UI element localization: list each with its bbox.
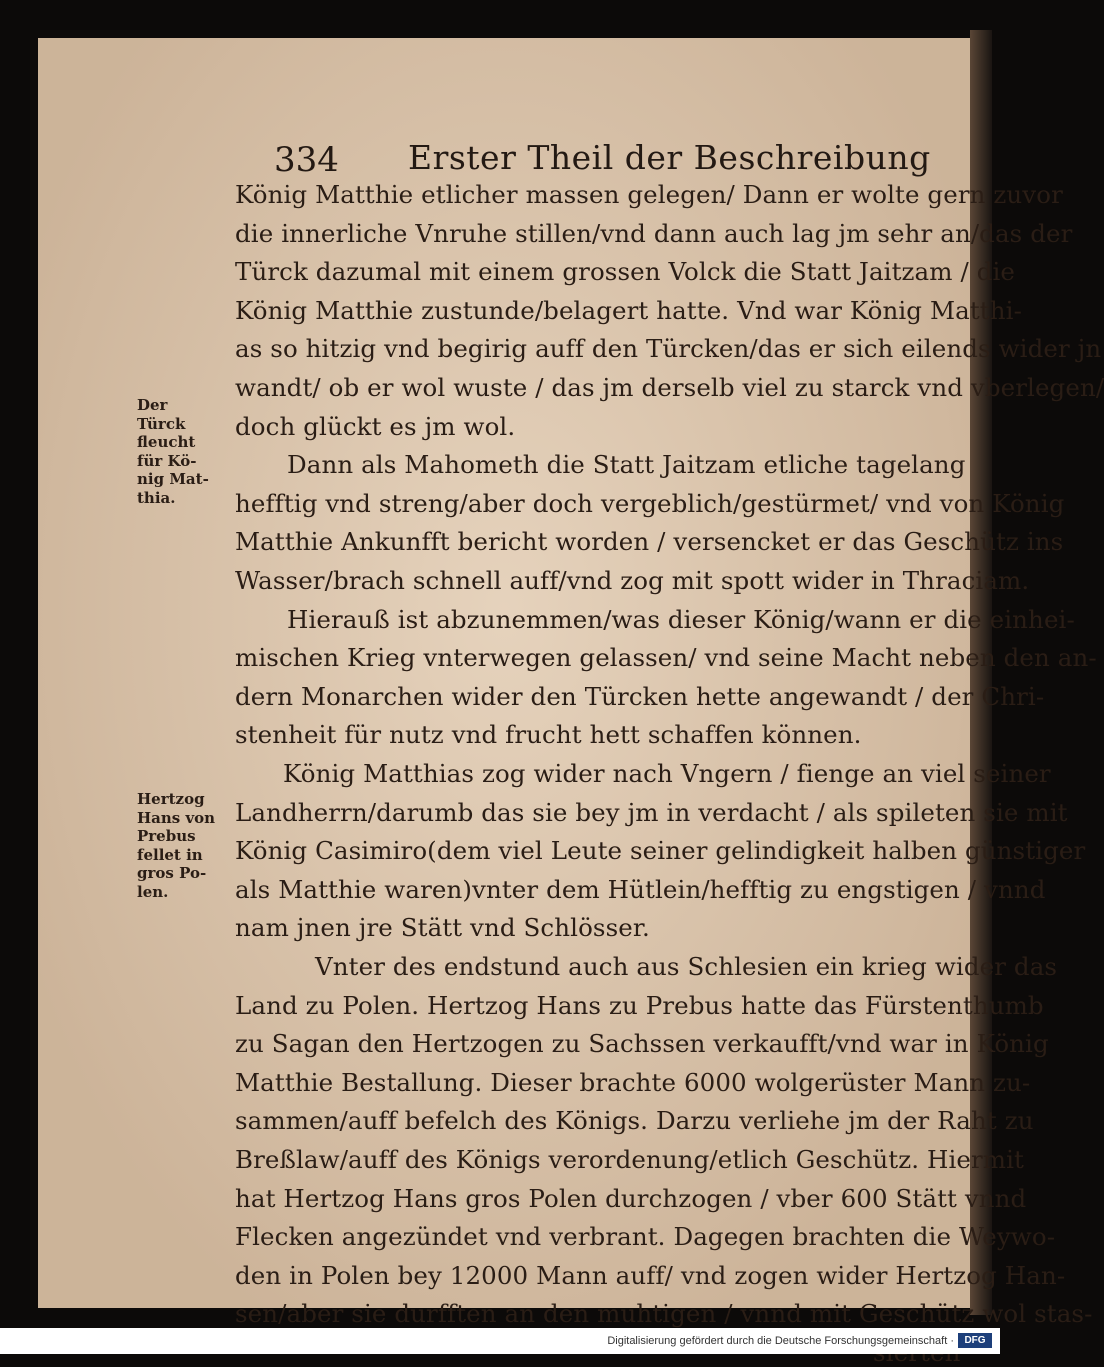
- text-line: nam jnen jre Stätt vnd Schlösser.: [235, 913, 650, 943]
- text-line: die innerliche Vnruhe stillen/vnd dann auch lag jm sehr an/das der: [235, 218, 1073, 248]
- margin-note-line: für Kö-: [137, 451, 197, 470]
- text-line: zu Sagan den Hertzogen zu Sachssen verkaufft/vnd war in König: [235, 1029, 1049, 1059]
- text-line: Vnter des endstund auch aus Schlesien ein krieg wider das: [315, 952, 1058, 981]
- text-line: Flecken angezündet vnd verbrant. Dagegen brachten die Weywo-: [235, 1222, 1056, 1252]
- text-line: König Matthias zog wider nach Vngern / fienge an viel seiner: [283, 759, 1051, 788]
- text-line: hefftig vnd streng/aber doch vergeblich/gestürmet/ vnd von König: [235, 488, 1065, 518]
- text-line: Türck dazumal mit einem grossen Volck die Statt Jaitzam / die: [235, 257, 1016, 287]
- text-line: sen/aber sie durfften an den muhtigen / vnnd mit Geschütz wol stas-: [235, 1299, 1093, 1329]
- text-line: wandt/ ob er wol wuste / das jm derselb viel zu starck vnd vberlegen/: [235, 373, 1104, 402]
- text-line: Matthie Bestallung. Dieser brachte 6000 wolgerüster Mann zu-: [235, 1067, 1031, 1097]
- text-line: Landherrn/darumb das sie bey jm in verdacht / als spileten sie mit: [235, 797, 1068, 827]
- margin-note-line: Der: [137, 396, 168, 414]
- page-number: 334: [274, 140, 339, 180]
- margin-note-line: Hertzog: [137, 790, 205, 808]
- text-line: Land zu Polen. Hertzog Hans zu Prebus hatte das Fürstenthumb: [235, 990, 1044, 1020]
- text-line: den in Polen bey 12000 Mann auff/ vnd zogen wider Hertzog Han-: [235, 1260, 1066, 1290]
- text-line: stenheit für nutz vnd frucht hett schaffen können.: [235, 720, 862, 750]
- text-line: Matthie Ankunfft bericht worden / versencket er das Geschütz ins: [235, 527, 1064, 557]
- margin-note-line: Türck: [137, 414, 186, 433]
- text-line: doch glückt es jm wol.: [235, 411, 516, 441]
- text-line: dern Monarchen wider den Türcken hette angewandt / der Chri-: [235, 681, 1045, 711]
- text-line: sammen/auff befelch des Königs. Darzu verliehe jm der Raht zu: [235, 1106, 1034, 1136]
- footer-credit: Digitalisierung gefördert durch die Deutsche Forschungsgemeinschaft ·: [607, 1335, 954, 1347]
- text-line: König Casimiro(dem viel Leute seiner gelindigkeit halben günstiger: [235, 836, 1086, 866]
- margin-note-line: thia.: [137, 488, 176, 507]
- text-line: König Matthie etlicher massen gelegen/ Dann er wolte gern zuvor: [235, 180, 1063, 209]
- text-line: mischen Krieg vnterwegen gelassen/ vnd seine Macht neben den an-: [235, 643, 1097, 673]
- margin-note-line: len.: [137, 882, 169, 901]
- margin-note-line: fleucht: [137, 433, 196, 451]
- running-head: Erster Theil der Beschreibung: [408, 138, 931, 177]
- text-line: Wasser/brach schnell auff/vnd zog mit spott wider in Thraciam.: [235, 566, 1030, 595]
- dfg-logo: DFG: [958, 1333, 992, 1348]
- footer-bar: [0, 1328, 1000, 1354]
- text-line: als Matthie waren)vnter dem Hütlein/hefftig zu engstigen / vnnd: [235, 874, 1046, 904]
- text-line: König Matthie zustunde/belagert hatte. Vnd war König Matthi-: [235, 295, 1022, 325]
- margin-note-line: gros Po-: [137, 864, 207, 882]
- text-line: Hierauß ist abzunemmen/was dieser König/wann er die einhei-: [287, 604, 1075, 634]
- book-page: [38, 38, 1104, 1329]
- text-line: hat Hertzog Hans gros Polen durchzogen / vber 600 Stätt vnnd: [235, 1183, 1027, 1213]
- text-line: Dann als Mahometh die Statt Jaitzam etliche tagelang: [287, 450, 966, 480]
- margin-note-line: nig Mat-: [137, 470, 209, 488]
- text-line: as so hitzig vnd begirig auff den Türcken/das er sich eilends wider jn: [235, 334, 1102, 364]
- margin-note-line: Hans von: [137, 808, 216, 827]
- margin-note-line: fellet in: [137, 845, 203, 864]
- text-line: Breßlaw/auff des Königs verordenung/etlich Geschütz. Hiermit: [235, 1145, 1025, 1174]
- margin-note-line: Prebus: [137, 827, 196, 845]
